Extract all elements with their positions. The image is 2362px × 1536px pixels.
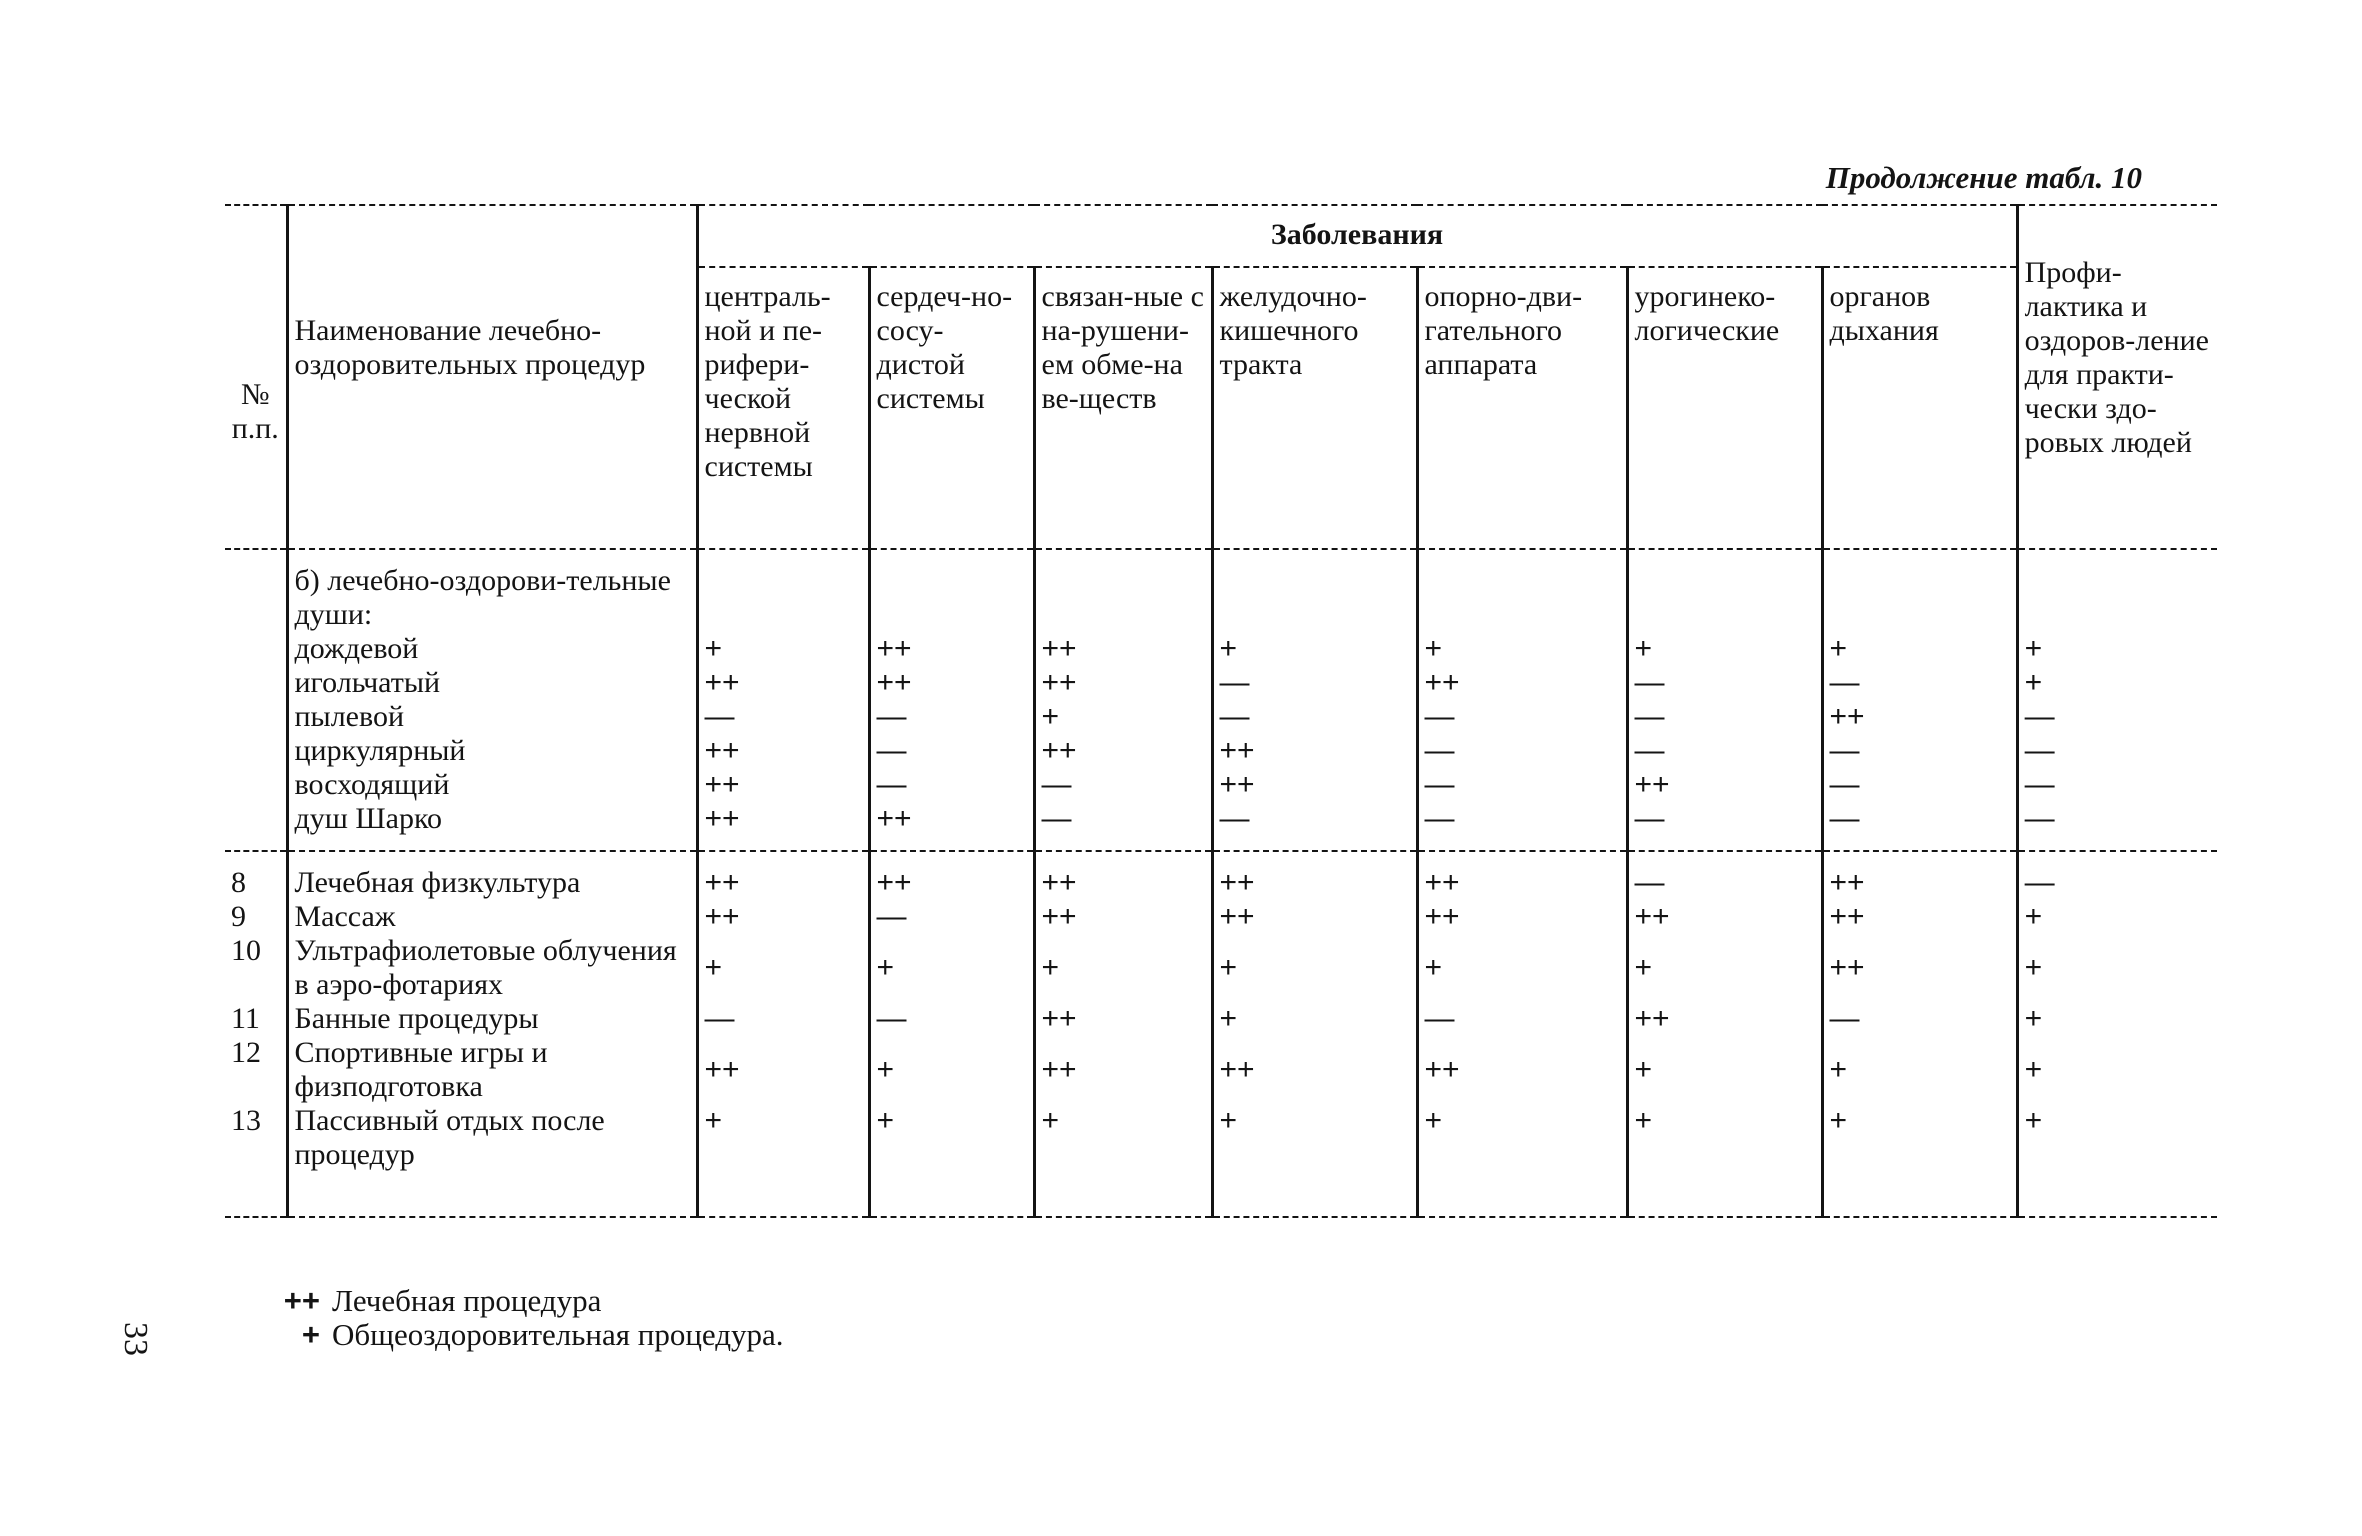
value-cell: — xyxy=(1034,768,1212,802)
value-cell: ++ xyxy=(697,900,869,934)
row-number xyxy=(225,666,287,700)
column-header-disease: централь-ной и пе-рифери-ческой нервной системы xyxy=(697,267,869,549)
value-cell: ++ xyxy=(869,632,1034,666)
table-row xyxy=(225,1002,2217,1036)
section-b-title-row xyxy=(225,564,2217,632)
value-cell: + xyxy=(697,632,869,666)
value-cell: — xyxy=(697,700,869,734)
value-cell: ++ xyxy=(1034,866,1212,900)
value-cell: ++ xyxy=(697,1036,869,1104)
footnote-item xyxy=(270,1318,784,1352)
value-cell: ++ xyxy=(1417,866,1627,900)
column-header-disease: опорно-дви-гательного аппарата xyxy=(1417,267,1627,549)
value-cell: + xyxy=(2017,1002,2217,1036)
section-b-title: б) лечебно-оздорови-тельные души: xyxy=(287,564,697,632)
value-cell: — xyxy=(697,1002,869,1036)
value-cell: — xyxy=(869,768,1034,802)
value-cell: — xyxy=(2017,700,2217,734)
table-row xyxy=(225,802,2217,836)
value-cell: — xyxy=(1417,700,1627,734)
value-cell: — xyxy=(1627,734,1822,768)
section-b-body xyxy=(225,549,2217,851)
value-cell: ++ xyxy=(697,802,869,836)
value-cell: — xyxy=(2017,734,2217,768)
table-row xyxy=(225,1036,2217,1104)
value-cell: ++ xyxy=(1627,900,1822,934)
value-cell: ++ xyxy=(1627,768,1822,802)
value-cell: ++ xyxy=(1212,900,1417,934)
value-cell: ++ xyxy=(1212,734,1417,768)
row-name: пылевой xyxy=(287,700,697,734)
value-cell: — xyxy=(1627,866,1822,900)
row-number xyxy=(225,802,287,836)
row-name: циркулярный xyxy=(287,734,697,768)
table-row xyxy=(225,1104,2217,1172)
footnote-text: Общеоздоровительная процедура. xyxy=(332,1317,784,1352)
value-cell: ++ xyxy=(697,768,869,802)
value-cell: — xyxy=(1417,1002,1627,1036)
row-number: 9 xyxy=(225,900,287,934)
row-name: Лечебная физкультура xyxy=(287,866,697,900)
value-cell: + xyxy=(1417,934,1627,1002)
value-cell: — xyxy=(1627,666,1822,700)
value-cell: — xyxy=(1627,802,1822,836)
column-header-name: Наименование лечебно-оздоровительных процедур xyxy=(287,205,697,549)
table-row xyxy=(225,934,2217,1002)
column-header-prophylaxis: Профи-лактика и оздоров-ление для практи-чески здо-ровых людей xyxy=(2017,205,2217,549)
value-cell: — xyxy=(869,1002,1034,1036)
value-cell: + xyxy=(1417,632,1627,666)
row-name: Массаж xyxy=(287,900,697,934)
value-cell: — xyxy=(1822,1002,2017,1036)
value-cell: ++ xyxy=(1212,1036,1417,1104)
row-number xyxy=(225,700,287,734)
row-name: Спортивные игры и физподготовка xyxy=(287,1036,697,1104)
value-cell: + xyxy=(1034,1104,1212,1172)
value-cell: — xyxy=(1417,734,1627,768)
value-cell: ++ xyxy=(1034,1002,1212,1036)
value-cell: + xyxy=(1212,1002,1417,1036)
value-cell: — xyxy=(1822,734,2017,768)
row-number: 12 xyxy=(225,1036,287,1104)
value-cell: + xyxy=(2017,1104,2217,1172)
footnotes xyxy=(270,1284,784,1352)
table-row xyxy=(225,666,2217,700)
page-number: 33 xyxy=(117,1322,154,1356)
value-cell: ++ xyxy=(697,866,869,900)
table-row xyxy=(225,768,2217,802)
row-number xyxy=(225,768,287,802)
row-name: дождевой xyxy=(287,632,697,666)
row-number: 8 xyxy=(225,866,287,900)
value-cell: ++ xyxy=(869,866,1034,900)
value-cell: + xyxy=(2017,1036,2217,1104)
value-cell: — xyxy=(869,900,1034,934)
value-cell: ++ xyxy=(697,666,869,700)
table-caption: Продолжение табл. 10 xyxy=(1825,160,2142,195)
value-cell: ++ xyxy=(1034,734,1212,768)
row-number: 13 xyxy=(225,1104,287,1172)
value-cell: ++ xyxy=(1417,1036,1627,1104)
value-cell: + xyxy=(1212,1104,1417,1172)
row-number: 11 xyxy=(225,1002,287,1036)
value-cell: ++ xyxy=(1822,700,2017,734)
column-header-disease: сердеч-но-сосу-дистой системы xyxy=(869,267,1034,549)
value-cell: ++ xyxy=(1034,900,1212,934)
row-name: Ультрафиолетовые облучения в аэро-фотариях xyxy=(287,934,697,1002)
value-cell: ++ xyxy=(1822,934,2017,1002)
value-cell: — xyxy=(1417,768,1627,802)
column-header-disease: желудочно-кишечного тракта xyxy=(1212,267,1417,549)
value-cell: + xyxy=(1627,934,1822,1002)
column-header-disease: урогинеко-логические xyxy=(1627,267,1822,549)
value-cell: — xyxy=(1822,802,2017,836)
value-cell: + xyxy=(1034,934,1212,1002)
value-cell: + xyxy=(869,934,1034,1002)
value-cell: ++ xyxy=(1212,866,1417,900)
value-cell: — xyxy=(1212,666,1417,700)
value-cell: ++ xyxy=(1822,866,2017,900)
value-cell: + xyxy=(1822,1104,2017,1172)
column-header-diseases: Заболевания xyxy=(697,205,2017,267)
table-row xyxy=(225,866,2217,900)
row-name: Пассивный отдых после процедур xyxy=(287,1104,697,1172)
value-cell: — xyxy=(1627,700,1822,734)
value-cell: ++ xyxy=(1034,1036,1212,1104)
footnote-text: Лечебная процедура xyxy=(332,1283,602,1318)
value-cell: ++ xyxy=(1034,666,1212,700)
value-cell: + xyxy=(2017,934,2217,1002)
value-cell: — xyxy=(2017,866,2217,900)
value-cell: — xyxy=(1822,768,2017,802)
value-cell: — xyxy=(1417,802,1627,836)
column-header-disease: органов дыхания xyxy=(1822,267,2017,549)
column-header-number: № п.п. xyxy=(225,205,287,549)
value-cell: + xyxy=(2017,666,2217,700)
value-cell: ++ xyxy=(1034,632,1212,666)
value-cell: + xyxy=(2017,632,2217,666)
main-rows-body xyxy=(225,851,2217,1217)
value-cell: + xyxy=(869,1036,1034,1104)
row-name: восходящий xyxy=(287,768,697,802)
table-row xyxy=(225,900,2217,934)
value-cell: ++ xyxy=(1822,900,2017,934)
value-cell: + xyxy=(1627,1104,1822,1172)
procedures-table xyxy=(225,204,2217,1218)
value-cell: — xyxy=(2017,768,2217,802)
value-cell: + xyxy=(2017,900,2217,934)
value-cell: + xyxy=(1627,1036,1822,1104)
value-cell: + xyxy=(1212,934,1417,1002)
value-cell: ++ xyxy=(869,666,1034,700)
value-cell: ++ xyxy=(697,734,869,768)
row-name: душ Шарко xyxy=(287,802,697,836)
value-cell: — xyxy=(2017,802,2217,836)
table-row xyxy=(225,700,2217,734)
value-cell: + xyxy=(1822,632,2017,666)
value-cell: + xyxy=(1627,632,1822,666)
value-cell: + xyxy=(697,934,869,1002)
value-cell: + xyxy=(869,1104,1034,1172)
value-cell: + xyxy=(1034,700,1212,734)
row-name: игольчатый xyxy=(287,666,697,700)
value-cell: — xyxy=(1034,802,1212,836)
row-name: Банные процедуры xyxy=(287,1002,697,1036)
value-cell: ++ xyxy=(1212,768,1417,802)
value-cell: — xyxy=(869,700,1034,734)
value-cell: + xyxy=(1417,1104,1627,1172)
value-cell: + xyxy=(1822,1036,2017,1104)
footnote-key: + xyxy=(301,1317,320,1352)
footnote-item xyxy=(270,1284,784,1318)
value-cell: — xyxy=(1822,666,2017,700)
value-cell: — xyxy=(1212,802,1417,836)
value-cell: ++ xyxy=(1627,1002,1822,1036)
value-cell: + xyxy=(697,1104,869,1172)
value-cell: ++ xyxy=(869,802,1034,836)
value-cell: — xyxy=(1212,700,1417,734)
value-cell: ++ xyxy=(1417,666,1627,700)
value-cell: ++ xyxy=(1417,900,1627,934)
value-cell: + xyxy=(1212,632,1417,666)
column-header-disease: связан-ные с на-рушени-ем обме-на ве-ществ xyxy=(1034,267,1212,549)
row-number xyxy=(225,632,287,666)
footnote-key: ++ xyxy=(283,1283,320,1318)
row-number: 10 xyxy=(225,934,287,1002)
row-number xyxy=(225,734,287,768)
table-row xyxy=(225,734,2217,768)
value-cell: — xyxy=(869,734,1034,768)
table-row xyxy=(225,632,2217,666)
